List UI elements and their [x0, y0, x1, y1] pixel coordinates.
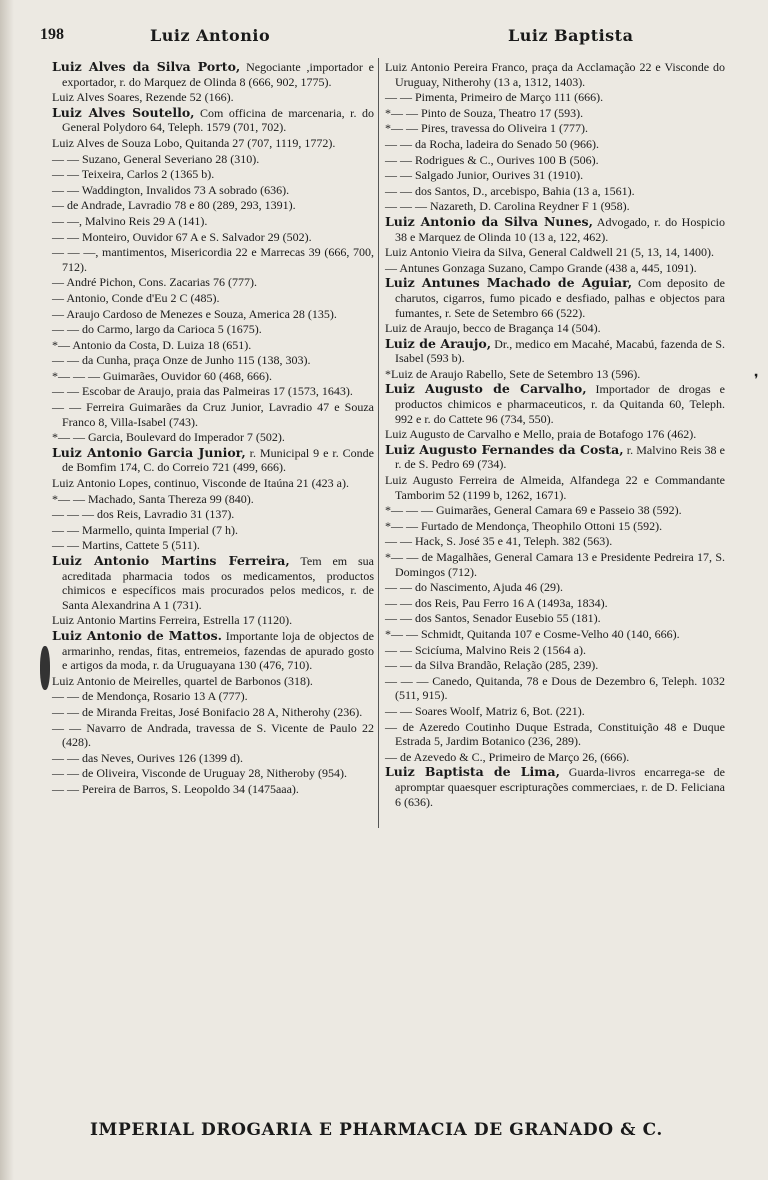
entry-text: — — — Nazareth, D. Carolina Reydner F 1 (958). [385, 199, 630, 214]
entry-text: Guarda-livros encarrega-se de apromptar quaesquer escripturações commerciaes, r. de D. Feliciana 6 (636). [395, 765, 725, 809]
entry-text: — — Escobar de Araujo, praia das Palmeiras 17 (1573, 1643). [52, 384, 353, 399]
directory-entry [52, 230, 374, 245]
directory-entry [52, 492, 374, 507]
entry-name: Luiz Antonio Martins Ferreira, [52, 553, 290, 568]
entry-name: Luiz Antonio da Silva Nunes, [385, 213, 593, 229]
directory-entry [52, 476, 374, 491]
entry-text: Luiz Antonio Vieira da Silva, General Caldwell 21 (5, 13, 14, 1400). [385, 245, 714, 260]
directory-entry [52, 245, 374, 274]
directory-entry [385, 382, 725, 426]
entry-text: Luiz Alves Soares, Rezende 52 (166). [52, 90, 234, 105]
directory-entry [385, 337, 725, 366]
entry-text: — — Marmello, quinta Imperial (7 h). [52, 522, 238, 537]
right-column [385, 60, 725, 810]
column-divider [378, 58, 379, 828]
directory-entry [52, 538, 374, 553]
directory-entry [385, 427, 725, 442]
entry-text: — — de Miranda Freitas, José Bonifacio 28 A, Nitherohy (236). [52, 704, 363, 719]
left-column [52, 60, 374, 798]
directory-entry [52, 167, 374, 182]
directory-entry [385, 137, 725, 152]
margin-mark: ❜ [754, 372, 759, 388]
entry-text: — Antonio, Conde d'Eu 2 C (485). [52, 290, 220, 305]
page-number: 198 [40, 26, 64, 43]
entry-text: — — — Canedo, Quitanda, 78 e Dous de Dezembro 6, Teleph. 1032 (511, 915). [385, 673, 725, 703]
entry-text: Advogado, r. do Hospicio 38 e Marquez de Olinda 10 (13 a, 122, 462). [395, 214, 725, 244]
entry-text: r. Malvino Reis 38 e r. de S. Pedro 69 (734). [395, 442, 725, 472]
entry-text: Luiz Augusto Ferreira de Almeida, Alfandega 22 e Commandante Tamborim 52 (1199 b, 1262, 1671). [385, 473, 725, 502]
entry-text: *Luiz de Araujo Rabello, Sete de Setembro 13 (596). [385, 366, 641, 381]
entry-name: Luiz de Araujo, [385, 335, 492, 351]
entry-text: — — Soares Woolf, Matriz 6, Bot. (221). [385, 703, 585, 718]
directory-entry [52, 291, 374, 306]
directory-entry [52, 674, 374, 689]
entry-text: Luiz Antonio de Meirelles, quartel de Barbonos (318). [52, 673, 313, 688]
entry-name: Luiz Augusto Fernandes da Costa, [385, 441, 624, 457]
entry-text: — — Salgado Junior, Ourives 31 (1910). [385, 168, 584, 183]
entry-name: Luiz Alves da Silva Porto, [52, 59, 241, 74]
entry-text: — de Andrade, Lavradio 78 e 80 (289, 293, 1391). [52, 198, 296, 213]
directory-entry [52, 106, 374, 135]
directory-entry [385, 674, 725, 703]
directory-entry [52, 183, 374, 198]
directory-entry [52, 338, 374, 353]
directory-entry [52, 446, 374, 475]
entry-name: Luiz Augusto de Carvalho, [385, 381, 587, 397]
entry-name: Luiz Baptista de Lima, [385, 764, 560, 780]
entry-text: — — de Oliveira, Visconde de Uruguay 28, Nitheroby (954). [52, 766, 347, 781]
entry-text: — — Martins, Cattete 5 (511). [52, 538, 200, 553]
entry-name: Luiz Alves Soutello, [52, 104, 195, 120]
directory-entry [52, 705, 374, 720]
entry-text: — — Scicíuma, Malvino Reis 2 (1564 a). [385, 642, 586, 657]
directory-entry [385, 580, 725, 595]
entry-text: — — Teixeira, Carlos 2 (1365 b). [52, 167, 215, 182]
entry-text: *— — Pires, travessa do Oliveira 1 (777). [385, 121, 588, 136]
directory-entry [52, 322, 374, 337]
directory-entry [52, 523, 374, 538]
entry-text: *— — Machado, Santa Thereza 99 (840). [52, 491, 254, 506]
directory-entry [52, 721, 374, 750]
directory-entry [52, 554, 374, 612]
entry-text: — — Pimenta, Primeiro de Março 111 (666). [385, 90, 604, 105]
directory-entry [52, 60, 374, 89]
entry-text: — — Rodrigues & C., Ourives 100 B (506). [385, 152, 599, 167]
directory-entry [385, 658, 725, 673]
directory-entry [385, 443, 725, 472]
entry-text: Luiz Antonio Pereira Franco, praça da Acclamação 22 e Visconde do Uruguay, Nitherohy (13 a, 1312, 1403). [385, 60, 725, 89]
right-running-title: Luiz Baptista [508, 26, 634, 45]
directory-entry [385, 473, 725, 502]
directory-entry [385, 215, 725, 244]
entry-text: — — Suzano, General Severiano 28 (310). [52, 151, 260, 166]
entry-text: Importante loja de objectos de armarinho, rendas, fitas, entremeios, fazendas de apurado gosto e artigos da moda, r. da Uruguayana 130 (476, 710). [62, 628, 374, 673]
entry-text: — — da Cunha, praça Onze de Junho 115 (138, 303). [52, 353, 311, 368]
entry-text: Com deposito de charutos, cigarros, fumo picado e desfiado, palhas e objectos para fumantes, r. Sete de Setembro 66 (522). [395, 276, 725, 320]
directory-entry [52, 90, 374, 105]
entry-text: — — Ferreira Guimarães da Cruz Junior, Lavradio 47 e Souza Franco 8, Villa-Isabel (743). [52, 400, 374, 429]
directory-entry [52, 782, 374, 797]
entry-text: Luiz Alves de Souza Lobo, Quitanda 27 (707, 1119, 1772). [52, 135, 336, 150]
entry-name: Luiz Antunes Machado de Aguiar, [385, 275, 633, 291]
directory-entry [385, 627, 725, 642]
entry-text: — — Hack, S. José 35 e 41, Teleph. 382 (563). [385, 534, 613, 549]
directory-entry [52, 613, 374, 628]
entry-text: *— — de Magalhães, General Camara 13 e Presidente Pedreira 17, S. Domingos (712). [385, 550, 725, 579]
entry-text: Dr., medico em Macahé, Macabú, fazenda de S. Isabel (593 b). [395, 336, 725, 366]
directory-entry [385, 765, 725, 809]
directory-entry [52, 353, 374, 368]
directory-entry [52, 275, 374, 290]
directory-entry [385, 245, 725, 260]
directory-entry [385, 168, 725, 183]
entry-text: — Antunes Gonzaga Suzano, Campo Grande (438 a, 445, 1091). [385, 260, 697, 275]
entry-text: — —, Malvino Reis 29 A (141). [52, 213, 208, 228]
directory-entry [52, 430, 374, 445]
directory-entry [385, 704, 725, 719]
directory-entry [52, 766, 374, 781]
directory-entry [385, 60, 725, 89]
directory-entry [385, 90, 725, 105]
entry-name: Luiz Antonio de Mattos. [52, 627, 222, 643]
directory-entry [385, 106, 725, 121]
directory-entry [52, 136, 374, 151]
entry-text: *— — Pinto de Souza, Theatro 17 (593). [385, 105, 584, 120]
entry-text: *— — — Guimarães, Ouvidor 60 (468, 666). [52, 368, 272, 383]
entry-text: Negociante ,importador e exportador, r. do Marquez de Olinda 8 (666, 902, 1775). [62, 60, 374, 89]
entry-text: Luiz Antonio Martins Ferreira, Estrella 17 (1120). [52, 613, 293, 628]
directory-entry [52, 214, 374, 229]
directory-entry [385, 261, 725, 276]
directory-entry [385, 367, 725, 382]
directory-entry [385, 199, 725, 214]
entry-text: Importador de drogas e productos chimicos e pharmaceuticos, r. da Quitanda 60, Teleph. 992 e r. do Cattete 96 (734, 550). [395, 382, 725, 426]
entry-text: — — dos Santos, Senador Eusebio 55 (181). [385, 611, 601, 626]
page-header [40, 26, 730, 48]
directory-entry [385, 503, 725, 518]
entry-text: — — dos Reis, Pau Ferro 16 A (1493a, 1834). [385, 595, 608, 610]
directory-entry [52, 507, 374, 522]
directory-entry [52, 369, 374, 384]
entry-text: — — —, mantimentos, Misericordia 22 e Marrecas 39 (666, 700, 712). [52, 245, 374, 274]
directory-entry [385, 184, 725, 199]
entry-text: *— — Garcia, Boulevard do Imperador 7 (502). [52, 430, 285, 445]
directory-entry [385, 321, 725, 336]
entry-text: — de Azeredo Coutinho Duque Estrada, Constituição 48 e Duque Estrada 5, Jardim Botanico (236, 289). [385, 719, 725, 749]
entry-text: *— — Furtado de Mendonça, Theophilo Ottoni 15 (592). [385, 518, 663, 533]
entry-text: Tem em sua acreditada pharmacia todos os medicamentos, productos chimicos e específicos mais procurados pelos medicos, r. de Santa Alexandrina A 1 (731). [62, 554, 375, 612]
entry-text: Luiz de Araujo, becco de Bragança 14 (504). [385, 321, 601, 336]
page-edge-shadow [0, 0, 14, 1180]
entry-text: Luiz Augusto de Carvalho e Mello, praia de Botafogo 176 (462). [385, 427, 697, 442]
directory-entry [52, 400, 374, 429]
entry-name: Luiz Antonio Garcia Junior, [52, 444, 246, 460]
entry-text: — — da Rocha, ladeira do Senado 50 (966). [385, 136, 599, 151]
entry-text: r. Municipal 9 e r. Conde de Bomfim 174, C. do Correio 721 (499, 666). [62, 445, 374, 475]
entry-text: Com officina de marcenaria, r. do General Polydoro 64, Teleph. 1579 (701, 702). [62, 105, 374, 135]
advertisement-footer: IMPERIAL DROGARIA E PHARMACIA DE GRANADO & C. [90, 1120, 663, 1140]
directory-entry [52, 384, 374, 399]
directory-entry [385, 121, 725, 136]
directory-entry [52, 152, 374, 167]
directory-entry [385, 611, 725, 626]
directory-entry [52, 689, 374, 704]
directory-entry [52, 307, 374, 322]
directory-entry [385, 596, 725, 611]
directory-entry [385, 750, 725, 765]
directory-entry [385, 153, 725, 168]
left-running-title: Luiz Antonio [150, 26, 271, 45]
entry-text: *— — Schmidt, Quitanda 107 e Cosme-Velho 40 (140, 666). [385, 626, 680, 641]
directory-entry [52, 198, 374, 213]
directory-entry [385, 276, 725, 320]
entry-text: — — Navarro de Andrada, travessa de S. Vicente de Paulo 22 (428). [52, 720, 374, 750]
ink-blot [40, 646, 50, 690]
entry-text: — Araujo Cardoso de Menezes e Souza, America 28 (135). [52, 306, 337, 321]
entry-text: — — — dos Reis, Lavradio 31 (137). [52, 507, 235, 522]
directory-entry [385, 720, 725, 749]
entry-text: Luiz Antonio Lopes, continuo, Visconde de Itaúna 21 (423 a). [52, 476, 349, 491]
entry-text: *— Antonio da Costa, D. Luiza 18 (651). [52, 337, 252, 352]
entry-text: — — do Nascimento, Ajuda 46 (29). [385, 580, 563, 595]
entry-text: — — da Silva Brandão, Relação (285, 239). [385, 658, 599, 673]
directory-entry [52, 751, 374, 766]
entry-text: — — de Mendonça, Rosario 13 A (777). [52, 689, 248, 704]
entry-text: — André Pichon, Cons. Zacarias 76 (777). [52, 275, 257, 290]
entry-text: — de Azevedo & C., Primeiro de Março 26, (666). [385, 749, 630, 764]
entry-text: — — Waddington, Invalidos 73 A sobrado (636). [52, 182, 290, 197]
entry-text: — — dos Santos, D., arcebispo, Bahia (13 a, 1561). [385, 183, 635, 198]
directory-entry [385, 550, 725, 579]
directory-entry [52, 629, 374, 673]
entry-text: *— — — Guimarães, General Camara 69 e Passeio 38 (592). [385, 503, 682, 518]
entry-text: — — Monteiro, Ouvidor 67 A e S. Salvador 29 (502). [52, 229, 312, 244]
directory-entry [385, 643, 725, 658]
entry-text: — — do Carmo, largo da Carioca 5 (1675). [52, 322, 262, 337]
directory-entry [385, 519, 725, 534]
entry-text: — — das Neves, Ourives 126 (1399 d). [52, 750, 243, 765]
entry-text: — — Pereira de Barros, S. Leopoldo 34 (1475aaa). [52, 781, 299, 796]
directory-entry [385, 534, 725, 549]
